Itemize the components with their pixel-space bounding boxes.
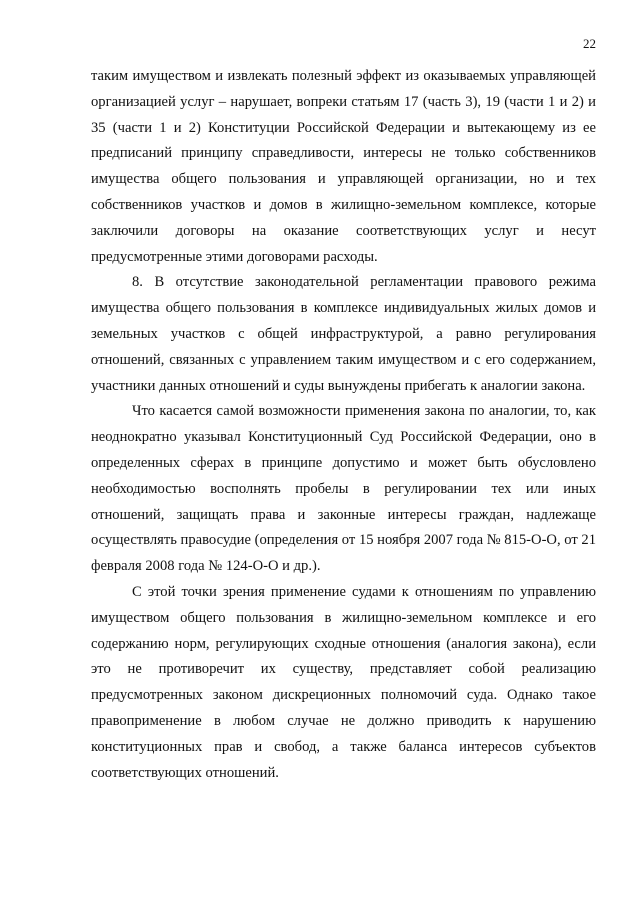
paragraph-continuation: таким имуществом и извлекать полезный эффект из оказываемых управляющей организацией услуг – нарушает, вопреки статьям 17 (часть 3), 19 (части 1 и 2) и 35 (части 1 и 2) Конституции Российской Федерации и вытекающему из ее предписаний принципу справедливости, интересы не только собственников имущества общего пользования и управляющей организации, но и тех собственников участков и домов в жилищно-земельном комплексе, которые заключили договоры на оказание соответствующих услуг и несут предусмотренные этими договорами расходы. (91, 68, 596, 265)
document-body (91, 64, 596, 786)
paragraph-court-discretion: С этой точки зрения применение судами к отношениям по управлению имуществом общего пользования в жилищно-земельном комплексе и его содержанию норм, регулирующих сходные отношения (аналогия закона), если это не противоречит их существу, представляет собой реализацию предусмотренных законом дискреционных полномочий суда. Однако такое правоприменение в любом случае не должно приводить к нарушению конституционных прав и свобод, а также баланса интересов субъектов соответствующих отношений. (91, 583, 596, 781)
paragraph-section-8: 8. В отсутствие законодательной регламентации правового режима имущества общего пользования в комплексе индивидуальных жилых домов и земельных участков с общей инфраструктурой, а равно регулирования отношений, связанных с управлением таким имуществом и с его содержанием, участники данных отношений и суды вынуждены прибегать к аналогии закона. (91, 274, 596, 394)
paragraph-analogy-of-law: Что касается самой возможности применения закона по аналогии, то, как неоднократно указывал Конституционный Суд Российской Федерации, оно в определенных сферах в принципе допустимо и может быть обусловлено необходимостью восполнять пробелы в регулировании тех или иных отношений, защищать права и законные интересы граждан, надлежаще осуществлять правосудие (определения от 15 ноября 2007 года № 815-О-О, от 21 февраля 2008 года № 124-О-О и др.). (91, 403, 596, 575)
page-number: 22 (583, 36, 596, 51)
